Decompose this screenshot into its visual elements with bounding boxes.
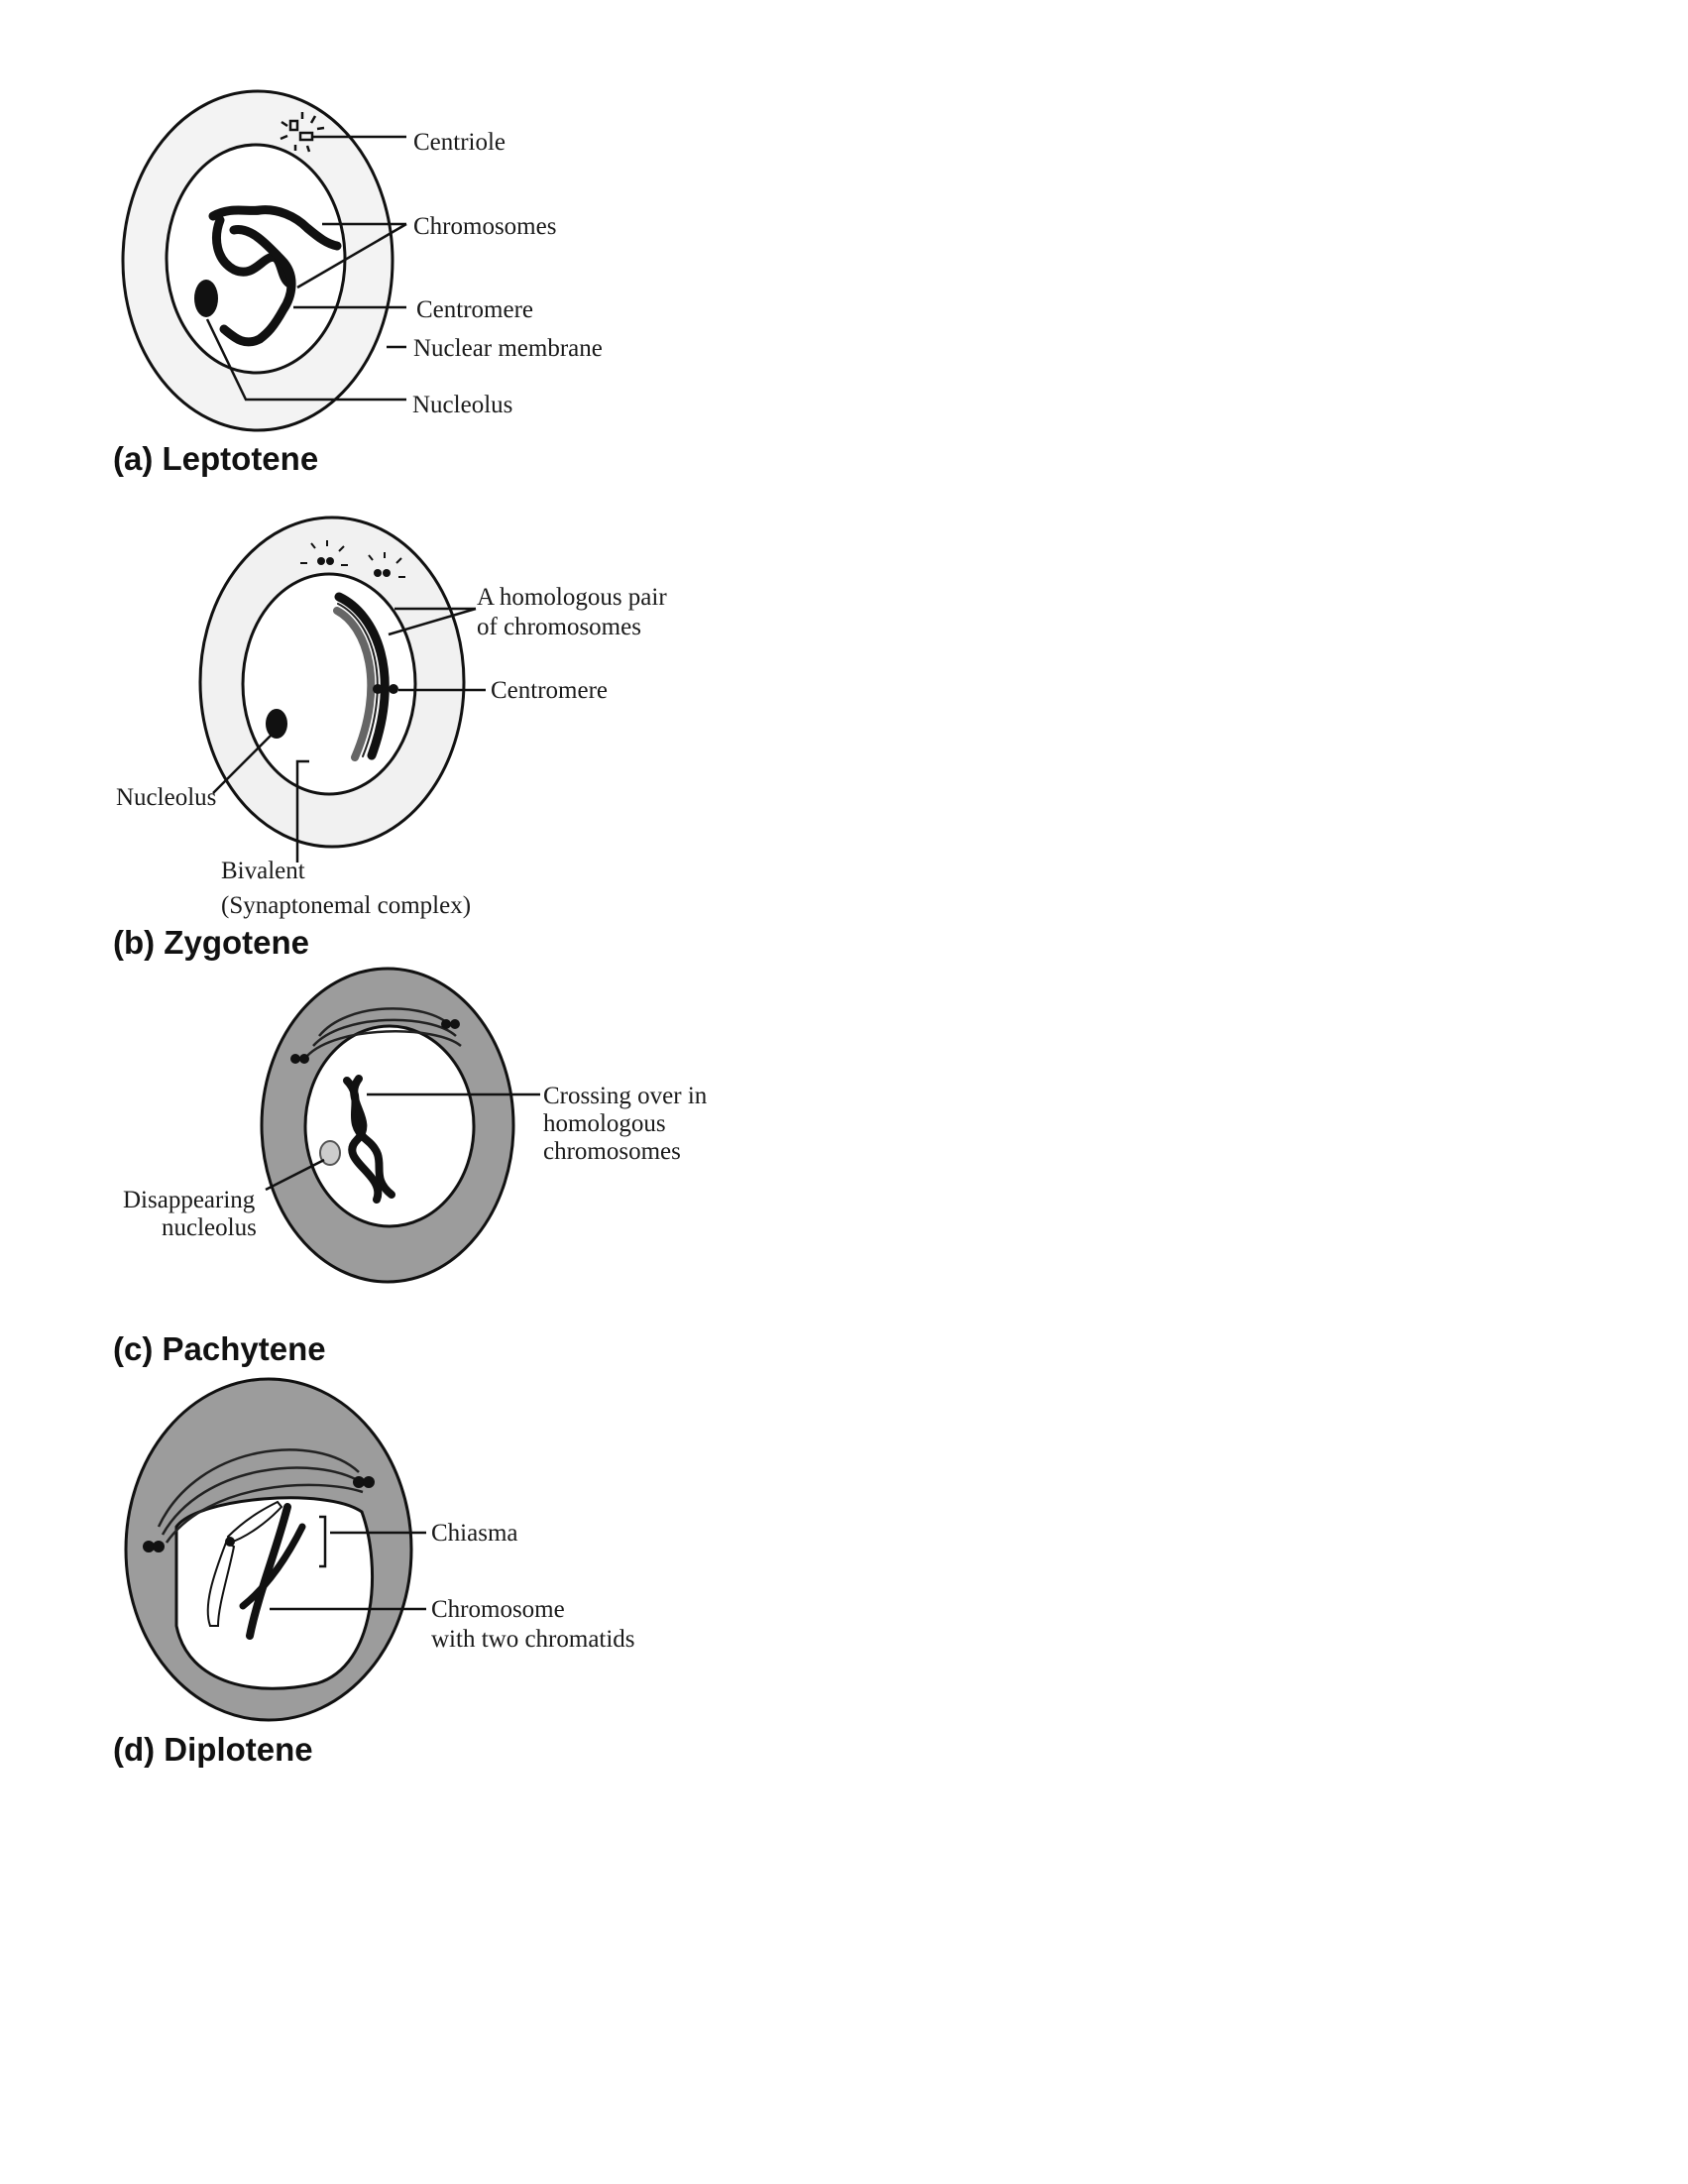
label-bivalent: Bivalent [221,858,305,884]
label-homologous: homologous [543,1110,666,1137]
nucleolus-shape [194,280,218,317]
leptotene-cell [123,91,603,430]
label-nuclear-membrane: Nuclear membrane [413,335,603,362]
label-two-chromatids: with two chromatids [431,1626,635,1653]
label-homologous-pair-line2: of chromosomes [477,614,641,640]
figure-title-pachytene: (c) Pachytene [113,1330,326,1367]
label-homologous-pair-line1: A homologous pair [477,584,667,611]
label-crossing-over: Crossing over in [543,1083,708,1109]
label-disappearing: Disappearing [123,1187,256,1213]
figure-title-zygotene: (b) Zygotene [113,924,309,961]
label-nucleolus: Nucleolus [116,784,217,811]
label-chromosomes: Chromosomes [413,213,557,240]
nucleolus-shape [266,709,287,739]
label-centriole: Centriole [413,129,506,156]
pachytene-cell [123,969,708,1282]
label-chromosomes: chromosomes [543,1138,681,1165]
label-centromere: Centromere [416,296,534,323]
zygotene-cell [116,517,667,919]
diplotene-cell [126,1379,635,1720]
label-chiasma: Chiasma [431,1520,518,1547]
label-centromere: Centromere [491,677,609,704]
label-chromosome: Chromosome [431,1596,565,1623]
figure-title-diplotene: (d) Diplotene [113,1731,313,1768]
label-nucleolus: nucleolus [162,1214,257,1241]
label-synaptonemal-complex: (Synaptonemal complex) [221,892,472,919]
figure-title-leptotene: (a) Leptotene [113,440,319,477]
label-nucleolus: Nucleolus [412,392,513,418]
